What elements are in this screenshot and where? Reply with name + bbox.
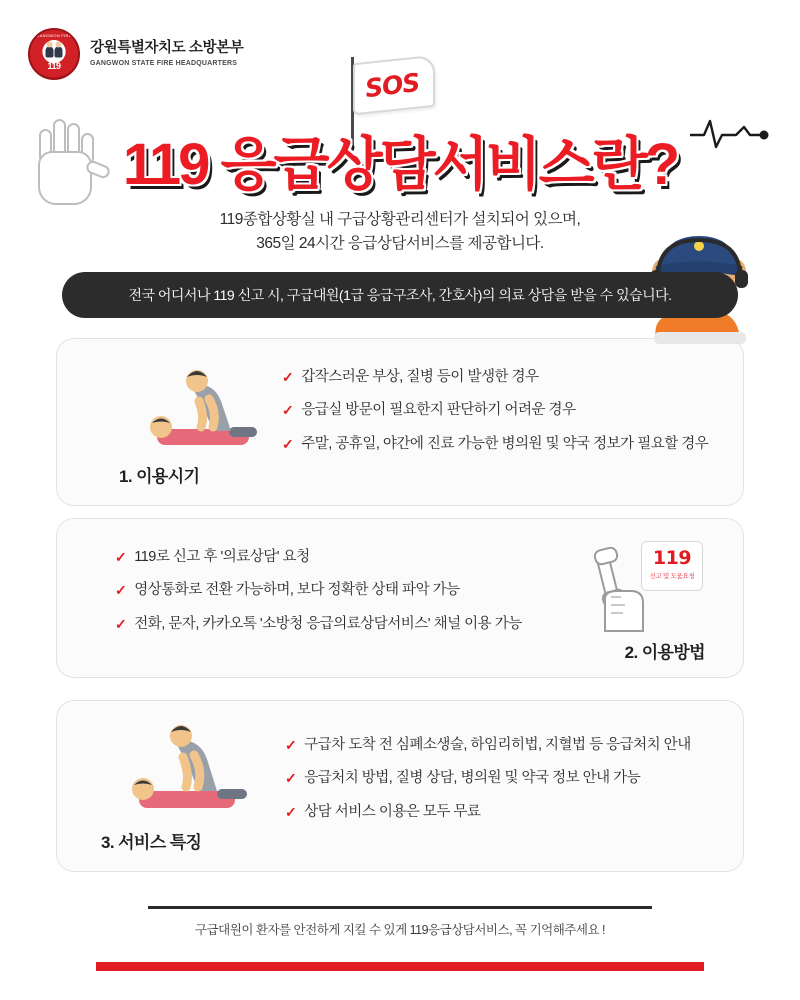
card-3-label: 3. 서비스 특징: [101, 833, 202, 852]
check-icon: ✓: [115, 549, 127, 565]
list-item-text: 주말, 공휴일, 야간에 진료 가능한 병의원 및 약국 정보가 필요할 경우: [301, 435, 709, 452]
emergency-number: 119: [652, 547, 692, 569]
card-2-label: 2. 이용방법: [624, 643, 705, 662]
check-icon: ✓: [282, 402, 294, 419]
check-icon: ✓: [115, 615, 127, 632]
list-item-text: 전화, 문자, 카카오톡 '소방청 응급의료상담서비스' 채널 이용 가능: [134, 615, 522, 632]
list-item-text: 영상통화로 전환 가능하며, 보다 정확한 상태 파악 가능: [134, 582, 460, 599]
emblem-figures-icon: [46, 47, 63, 58]
subtitle-line-2: 365일 24시간 응급상담서비스를 제공합니다.: [256, 235, 544, 253]
card-usage-timing: [56, 338, 744, 506]
list-item-text: 응급실 방문이 필요한지 판단하기 어려운 경우: [301, 402, 576, 419]
list-item: [115, 616, 522, 633]
list-item: [285, 804, 691, 821]
check-icon: ✓: [115, 582, 127, 599]
check-icon: ✓: [285, 770, 297, 787]
subtitle-line-1: 119종합상황실 내 구급상황관리센터가 설치되어 있으며,: [219, 211, 581, 228]
list-item: [115, 549, 522, 566]
fire-department-emblem-icon: [28, 28, 80, 80]
list-item: [285, 770, 691, 787]
card-1-label: 1. 이용시기: [119, 467, 200, 486]
brand-header: [28, 28, 243, 80]
card-usage-method: [56, 518, 744, 678]
list-item-text: 구급차 도착 전 심폐소생술, 하임리히법, 지혈법 등 응급처치 안내: [304, 737, 691, 753]
list-item: [282, 369, 708, 386]
footer-accent-bar: [96, 962, 704, 971]
footer-note: 구급대원이 환자를 안전하게 지킬 수 있게 119응급상담서비스, 꼭 기억해주세요 !: [195, 923, 605, 937]
list-item: [115, 582, 522, 599]
cpr-illustration-icon: [139, 365, 267, 459]
list-item: [282, 436, 708, 453]
organization-names: [90, 40, 243, 68]
sos-flag-label: SOS: [363, 67, 421, 104]
card-1-bullets: [282, 369, 708, 469]
emergency-number-caption: 신고 및 도움요청: [649, 573, 695, 580]
cpr-illustration-icon: [119, 719, 259, 823]
page-title: 119 응급상담서비스란?: [122, 132, 678, 197]
list-item-text: 상담 서비스 이용은 모두 무료: [304, 803, 481, 820]
check-icon: ✓: [282, 435, 294, 452]
list-item: [285, 737, 691, 754]
emblem-ring-text: GANGWON FIRE: [36, 33, 72, 38]
emblem-number: 119: [47, 61, 61, 71]
list-item: [282, 402, 708, 419]
card-3-bullets: [285, 737, 691, 837]
highlight-banner-text: 전국 어디서나 119 신고 시, 구급대원(1급 응급구조사, 간호사)의 의료 상담을 받을 수 있습니다.: [128, 287, 672, 303]
card-2-bullets: [115, 549, 522, 649]
list-item-text: 119로 신고 후 '의료상담' 요청: [134, 549, 310, 565]
check-icon: ✓: [285, 803, 297, 820]
organization-name-ko: 강원특별자치도 소방본부: [90, 40, 244, 57]
check-icon: ✓: [285, 737, 297, 753]
organization-name-en: GANGWON STATE FIRE HEADQUARTERS: [90, 59, 238, 67]
list-item-text: 갑작스러운 부상, 질병 등이 발생한 경우: [301, 369, 539, 385]
check-icon: ✓: [282, 369, 294, 385]
handset-hand-icon: [591, 547, 655, 639]
phone-call-illustration-icon: [591, 541, 703, 637]
card-service-features: [56, 700, 744, 872]
list-item-text: 응급처치 방법, 질병 상담, 병의원 및 약국 정보 안내 가능: [304, 770, 641, 787]
footer-divider: [148, 906, 652, 909]
highlight-banner: [62, 272, 738, 318]
